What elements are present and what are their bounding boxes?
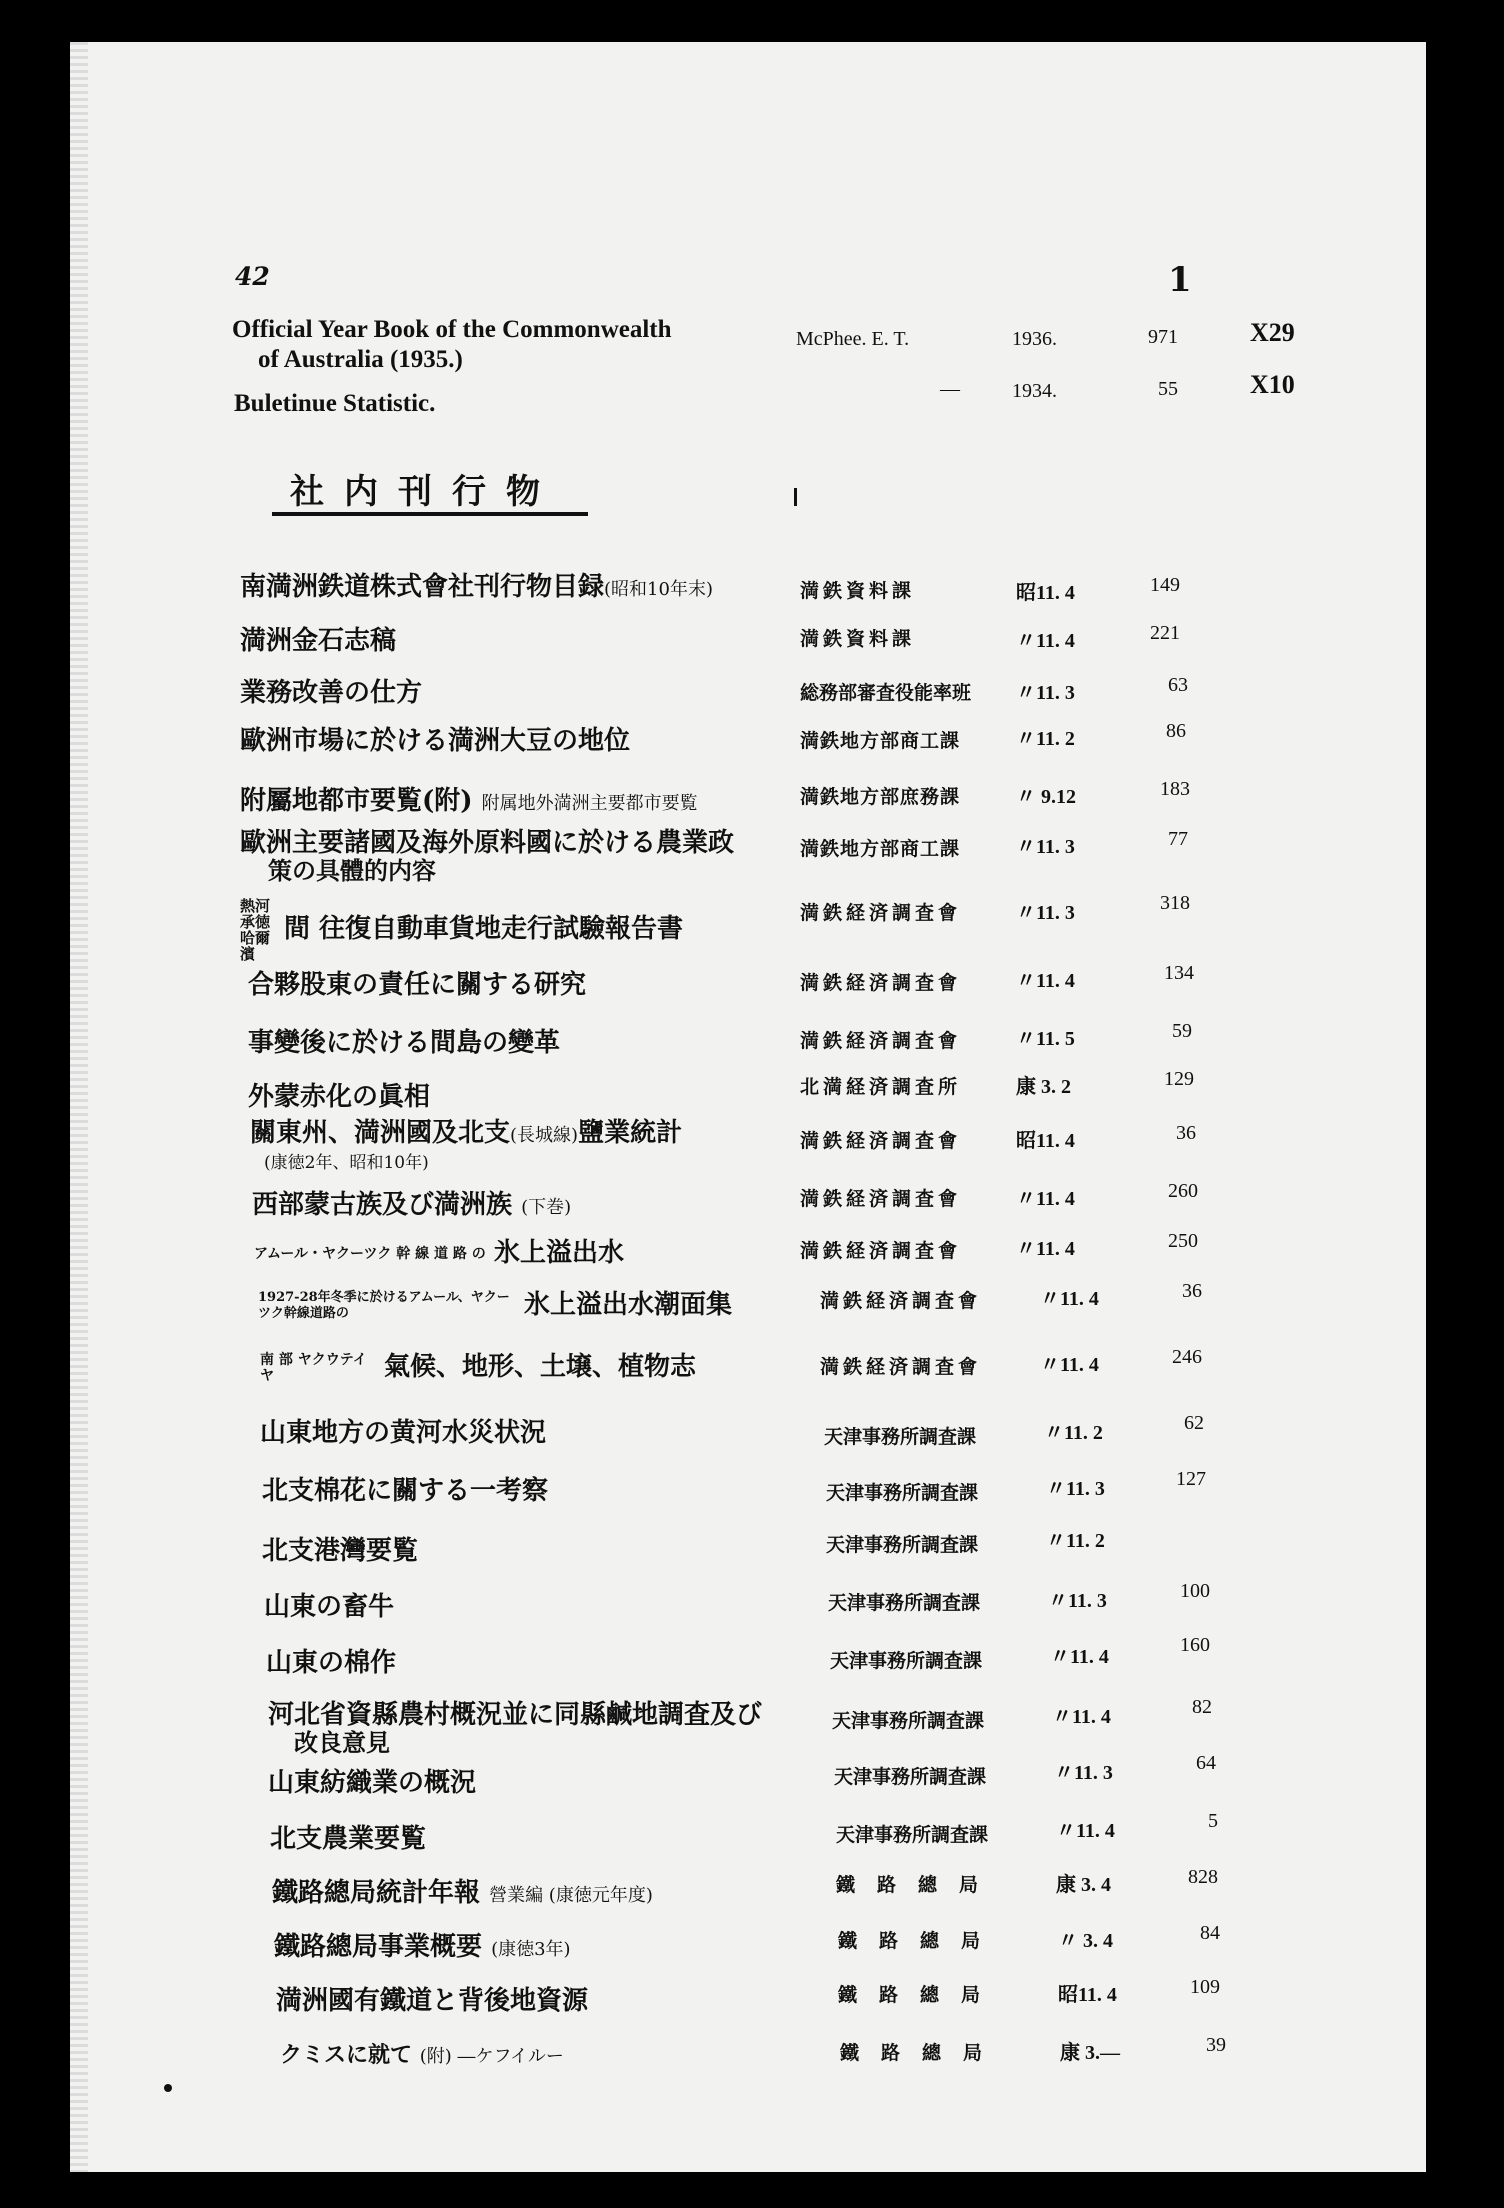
entry-title: 満洲金石志稿 — [240, 626, 397, 656]
header-entry-year: 1934. — [1012, 380, 1057, 402]
entry-publisher: 鐵路總局 — [838, 1930, 1003, 1952]
entry-title: 西部蒙古族及び満洲族 (下巻) — [252, 1190, 572, 1220]
entry-date: 〃11. 3 — [1016, 902, 1075, 924]
entry-publisher: 天津事務所調査課 — [826, 1482, 979, 1504]
entry-pages: 183 — [1160, 778, 1190, 800]
entry-date: 〃11. 2 — [1044, 1422, 1103, 1444]
entry-title: クミスに就て (附) ―ケフイルー — [280, 2042, 564, 2068]
entry-pages: 100 — [1180, 1580, 1210, 1602]
entry-title: 山東の棉作 — [266, 1648, 397, 1678]
entry-title: 河北省資縣農村概況並に同縣鹹地調査及び 改良意見 — [268, 1700, 763, 1757]
entry-pages: 86 — [1166, 720, 1186, 742]
entry-date: 昭11. 4 — [1016, 1130, 1075, 1152]
entry-publisher: 天津事務所調査課 — [826, 1534, 979, 1556]
entry-date: 〃11. 3 — [1016, 682, 1075, 704]
entry-publisher: 鐵路總局 — [838, 1984, 1003, 2006]
entry-date: 〃11. 4 — [1052, 1706, 1111, 1728]
entry-pages: 127 — [1176, 1468, 1206, 1490]
entry-publisher: 天津事務所調査課 — [836, 1824, 989, 1846]
entry-date: 〃11. 4 — [1056, 1820, 1115, 1842]
entry-publisher: 満鉄経済調査會 — [800, 972, 962, 994]
entry-date: 〃11. 4 — [1016, 630, 1075, 652]
header-entry-code: X29 — [1250, 318, 1295, 347]
header-entry-pages: 971 — [1148, 326, 1178, 348]
entry-date: 〃 3. 4 — [1058, 1930, 1113, 1952]
entry-title: 満洲國有鐵道と背後地資源 — [276, 1986, 589, 2016]
entry-title: 歐洲主要諸國及海外原料國に於ける農業政 策の具體的内容 — [240, 828, 735, 885]
entry-publisher: 総務部審査役能率班 — [800, 682, 972, 704]
entry-publisher: 天津事務所調査課 — [834, 1766, 987, 1788]
entry-title: 1927-28年冬季に於けるアムール、ヤクーツク幹線道路の 氷上溢出水潮面集 — [258, 1290, 733, 1321]
entry-publisher: 満鉄資料課 — [800, 580, 916, 602]
entry-publisher: 満鉄地方部商工課 — [800, 838, 961, 860]
page-number: 42 — [235, 262, 270, 291]
entry-publisher: 北満経済調査所 — [800, 1076, 962, 1098]
entry-pages: 260 — [1168, 1180, 1198, 1202]
entry-pages: 62 — [1184, 1412, 1204, 1434]
entry-title: 事變後に於ける間島の變革 — [248, 1028, 561, 1058]
entry-publisher: 満鉄経済調査會 — [800, 1030, 962, 1052]
entry-title: 北支港灣要覧 — [262, 1536, 419, 1566]
entry-publisher: 満鉄地方部商工課 — [800, 730, 961, 752]
entry-date: 〃11. 4 — [1016, 1188, 1075, 1210]
entry-date: 〃11. 3 — [1048, 1590, 1107, 1612]
entry-pages: 129 — [1164, 1068, 1194, 1090]
stray-dot — [164, 2084, 172, 2092]
entry-title: 外蒙赤化の眞相 — [248, 1082, 431, 1112]
entry-title: 鐵路總局事業概要 (康徳3年) — [274, 1932, 571, 1962]
entry-publisher: 天津事務所調査課 — [828, 1592, 981, 1614]
entry-date: 康 3. 4 — [1056, 1874, 1111, 1896]
header-entry-title-line2: of Australia (1935.) — [258, 346, 463, 373]
entry-pages: 250 — [1168, 1230, 1198, 1252]
entry-pages: 134 — [1164, 962, 1194, 984]
entry-title: アムール・ヤクーツク 幹 線 道 路 の 氷上溢出水 — [254, 1238, 625, 1268]
entry-date: 昭11. 4 — [1058, 1984, 1117, 2006]
entry-pages: 36 — [1182, 1280, 1202, 1302]
entry-date: 〃11. 3 — [1046, 1478, 1105, 1500]
entry-publisher: 満鉄経済調査會 — [800, 1240, 962, 1262]
entry-date: 康 3.— — [1060, 2042, 1120, 2064]
entry-pages: 246 — [1172, 1346, 1202, 1368]
entry-pages: 82 — [1192, 1696, 1212, 1718]
entry-pages: 39 — [1206, 2034, 1226, 2056]
entry-pages: 59 — [1172, 1020, 1192, 1042]
page-edge-binding — [70, 42, 88, 2172]
entry-title: 山東紡織業の概況 — [268, 1768, 477, 1798]
header-entry-year: 1936. — [1012, 328, 1057, 350]
entry-pages: 318 — [1160, 892, 1190, 914]
entry-date: 〃11. 4 — [1040, 1354, 1099, 1376]
entry-title: 熱河 承徳 哈爾濱間 往復自動車貨地走行試驗報告書 — [240, 897, 684, 963]
header-entry-author: McPhee. E. T. — [796, 328, 910, 350]
entry-pages: 221 — [1150, 622, 1180, 644]
entry-date: 〃11. 4 — [1016, 1238, 1075, 1260]
entry-publisher: 満鉄経済調査會 — [800, 1188, 962, 1210]
entry-title: 南 部 ヤクウテイヤ 氣候、地形、土壌、植物志 — [260, 1352, 697, 1384]
entry-publisher: 満鉄経済調査會 — [820, 1290, 982, 1312]
entry-date: 〃11. 5 — [1016, 1028, 1075, 1050]
entry-date: 昭11. 4 — [1016, 582, 1075, 604]
entry-title: 歐洲市場に於ける満洲大豆の地位 — [240, 726, 631, 756]
entry-pages: 77 — [1168, 828, 1188, 850]
entry-publisher: 鐵路總局 — [840, 2042, 1005, 2064]
entry-title: 關東州、満洲國及北支(長城線)鹽業統計 (康徳2年、昭和10年) — [250, 1118, 683, 1173]
corner-mark: 1 — [1168, 260, 1192, 300]
entry-pages: 109 — [1190, 1976, 1220, 1998]
entry-date: 〃11. 3 — [1016, 836, 1075, 858]
entry-publisher: 天津事務所調査課 — [824, 1426, 977, 1448]
entry-pages: 63 — [1168, 674, 1188, 696]
entry-date: 〃11. 4 — [1016, 970, 1075, 992]
entry-publisher: 満鉄経済調査會 — [800, 1130, 962, 1152]
header-entry-title: Buletinue Statistic. — [234, 390, 436, 417]
entry-pages: 84 — [1200, 1922, 1220, 1944]
entry-publisher: 天津事務所調査課 — [830, 1650, 983, 1672]
entry-publisher: 満鉄地方部庶務課 — [800, 786, 961, 808]
header-entry-title: Official Year Book of the Commonwealth — [232, 316, 672, 343]
entry-title: 南満洲鉄道株式會社刊行物目録(昭和10年末) — [240, 572, 713, 602]
entry-date: 康 3. 2 — [1016, 1076, 1071, 1098]
entry-pages: 828 — [1188, 1866, 1218, 1888]
entry-publisher: 満鉄資料課 — [800, 628, 916, 650]
section-underline — [272, 512, 588, 516]
section-heading: 社内刊行物 — [290, 472, 560, 512]
entry-title: 山東地方の黄河水災状況 — [260, 1418, 547, 1448]
header-entry-author: — — [940, 378, 960, 400]
stray-mark — [794, 488, 797, 506]
entry-title: 山東の畜牛 — [264, 1592, 395, 1622]
entry-publisher: 満鉄経済調査會 — [820, 1356, 982, 1378]
entry-pages: 36 — [1176, 1122, 1196, 1144]
entry-pages: 64 — [1196, 1752, 1216, 1774]
entry-date: 〃11. 2 — [1016, 728, 1075, 750]
entry-publisher: 天津事務所調査課 — [832, 1710, 985, 1732]
entry-title: 業務改善の仕方 — [240, 678, 423, 708]
entry-date: 〃 9.12 — [1016, 786, 1076, 808]
header-entry-pages: 55 — [1158, 378, 1178, 400]
entry-title: 合夥股東の責任に關する研究 — [248, 970, 587, 1000]
entry-publisher: 満鉄経済調査會 — [800, 902, 962, 924]
header-entry-code: X10 — [1250, 370, 1295, 399]
entry-pages: 160 — [1180, 1634, 1210, 1656]
entry-date: 〃11. 4 — [1040, 1288, 1099, 1310]
entry-date: 〃11. 2 — [1046, 1530, 1105, 1552]
entry-publisher: 鐵路總局 — [836, 1874, 1001, 1896]
entry-date: 〃11. 4 — [1050, 1646, 1109, 1668]
entry-title: 鐵路總局統計年報 營業編 (康徳元年度) — [272, 1878, 653, 1908]
entry-title: 北支農業要覧 — [270, 1824, 427, 1854]
entry-title: 北支棉花に關する一考察 — [262, 1476, 549, 1506]
entry-pages: 149 — [1150, 574, 1180, 596]
entry-pages: 5 — [1208, 1810, 1218, 1832]
entry-title: 附屬地都市要覧(附) 附属地外満洲主要都市要覧 — [240, 786, 698, 816]
entry-date: 〃11. 3 — [1054, 1762, 1113, 1784]
